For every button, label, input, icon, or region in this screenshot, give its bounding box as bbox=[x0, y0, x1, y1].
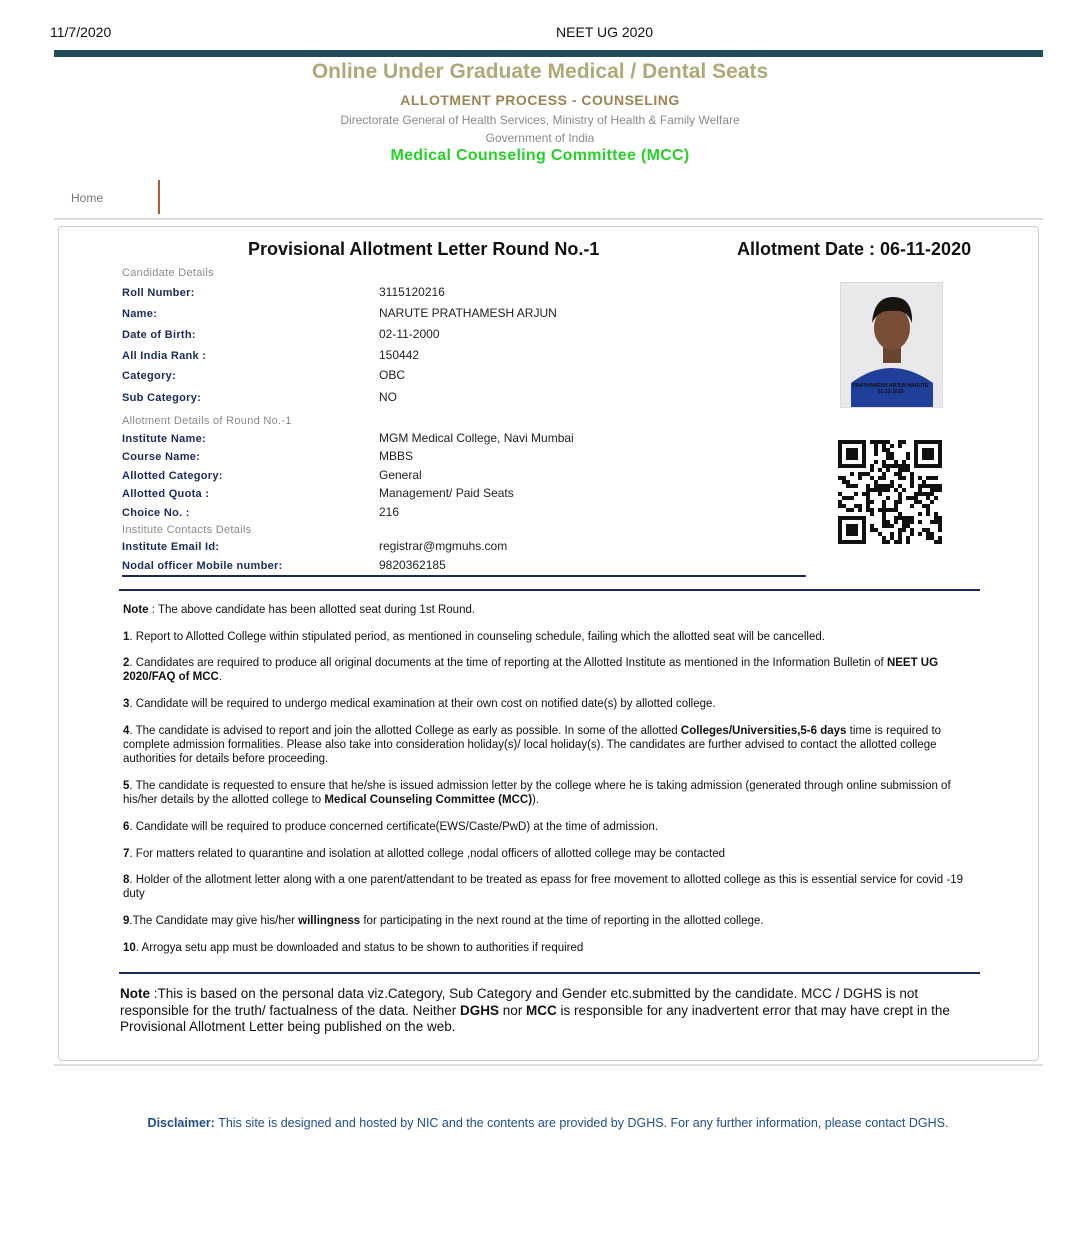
name-value: NARUTE PRATHAMESH ARJUN bbox=[379, 306, 557, 320]
choice-no-value: 216 bbox=[379, 505, 400, 519]
candidate-section-title: Candidate Details bbox=[122, 267, 214, 279]
photo-caption bbox=[841, 383, 940, 395]
allotment-section-title: Allotment Details of Round No.-1 bbox=[122, 415, 292, 427]
note-10: 10. Arrogya setu app must be downloaded and status to be shown to authorities if required bbox=[123, 942, 584, 954]
rank-label: All India Rank : bbox=[122, 350, 207, 362]
site-department: Directorate General of Health Services, Ministry of Health & Family Welfare bbox=[340, 113, 740, 127]
allotted-quota-label: Allotted Quota : bbox=[122, 488, 210, 500]
site-committee: Medical Counseling Committee (MCC) bbox=[390, 147, 690, 164]
print-title: NEET UG 2020 bbox=[556, 24, 654, 40]
institute-name-value: MGM Medical College, Navi Mumbai bbox=[379, 431, 574, 445]
dob-value: 02-11-2000 bbox=[379, 327, 440, 341]
institute-name-label: Institute Name: bbox=[122, 433, 206, 445]
allotted-category-label: Allotted Category: bbox=[122, 470, 223, 482]
data-disclaimer-note: Note :This is based on the personal data viz.Category, Sub Category and Gender etc.submitted by the candidate. MCC / DGHS is not responsible for the truth/ factualness of the data. Neither DGHS nor MCC is responsible for any inadvertent error that may have crept in the Provisional Allotment Letter being published on the web. bbox=[120, 986, 950, 1034]
category-value: OBC bbox=[379, 368, 406, 382]
site-title: Online Under Graduate Medical / Dental Seats bbox=[311, 60, 769, 83]
course-name-label: Course Name: bbox=[122, 451, 201, 463]
roll-number-value: 3115120216 bbox=[379, 285, 445, 299]
site-subtitle: ALLOTMENT PROCESS - COUNSELING bbox=[400, 92, 680, 108]
category-label: Category: bbox=[122, 370, 177, 382]
choice-no-label: Choice No. : bbox=[122, 507, 190, 519]
rank-value: 150442 bbox=[379, 348, 420, 362]
notes-top-rule bbox=[119, 589, 980, 591]
nodal-mobile-value: 9820362185 bbox=[379, 558, 446, 572]
institute-email-value: registrar@mgmuhs.com bbox=[379, 539, 508, 553]
subcategory-label: Sub Category: bbox=[122, 392, 202, 404]
nav-home-link[interactable]: Home bbox=[71, 191, 104, 205]
print-date: 11/7/2020 bbox=[50, 24, 112, 40]
roll-number-label: Roll Number: bbox=[122, 287, 195, 299]
note-3: 3. Candidate will be required to undergo medical examination at their own cost on notified date(s) by allotted college. bbox=[123, 698, 716, 710]
note-8: 8. Holder of the allotment letter along with a one parent/attendant to be treated as epass for free movement to allotted college as this is essential service for covid -19 duty bbox=[123, 874, 963, 900]
subcategory-value: NO bbox=[379, 390, 397, 404]
institute-email-label: Institute Email Id: bbox=[122, 541, 220, 553]
details-underline bbox=[122, 575, 806, 577]
header-bar bbox=[54, 50, 1043, 57]
nav-divider bbox=[158, 180, 160, 214]
note-7: 7. For matters related to quarantine and isolation at allotted college ,nodal officers of allotted college may be contacted bbox=[123, 848, 725, 860]
note-1: 1. Report to Allotted College within stipulated period, as mentioned in counseling schedule, failing which the allotted seat will be cancelled. bbox=[123, 631, 825, 643]
course-name-value: MBBS bbox=[379, 449, 414, 463]
allotted-category-value: General bbox=[379, 468, 422, 482]
allotment-date: Allotment Date : 06-11-2020 bbox=[737, 239, 972, 259]
photo-caption-name: PRATHAMESH ARJUN NARUTE bbox=[852, 383, 929, 389]
notes-bottom-rule bbox=[119, 972, 980, 974]
site-government: Government of India bbox=[485, 131, 595, 145]
contacts-section-title: Institute Contacts Details bbox=[122, 524, 252, 536]
qr-code bbox=[838, 440, 942, 544]
note-2: 2. Candidates are required to produce all original documents at the time of reporting at the Allotted Institute as mentioned in the Information Bulletin of NEET UG 2020/FAQ of MCC. bbox=[123, 657, 939, 683]
name-label: Name: bbox=[122, 308, 158, 320]
dob-label: Date of Birth: bbox=[122, 329, 196, 341]
note-5: 5. The candidate is requested to ensure that he/she is issued admission letter by the college where he is taking admission (generated through online submission of his/her details by the allotted college to Medical Counseling Committee (MCC)). bbox=[123, 780, 951, 806]
allotted-quota-value: Management/ Paid Seats bbox=[379, 486, 514, 500]
note-intro: Note : The above candidate has been allotted seat during 1st Round. bbox=[123, 604, 476, 616]
note-4: 4. The candidate is advised to report and join the allotted College as early as possible. In some of the allotted Colleges/Universities,5-6 days time is required to complete admission formalities. Please also take into consideration holiday(s)/ local holiday(s). The candidates are further advised to contact the allotted college authorities for details before proceeding. bbox=[123, 725, 942, 765]
nav-underline bbox=[54, 218, 1043, 220]
photo-caption-date: 01-12-2019 bbox=[877, 389, 904, 395]
note-9: 9.The Candidate may give his/her willingness for participating in the next round at the time of reporting in the allotted college. bbox=[123, 915, 764, 927]
letter-title: Provisional Allotment Letter Round No.-1 bbox=[248, 239, 600, 259]
site-disclaimer: Disclaimer: This site is designed and hosted by NIC and the contents are provided by DGHS. For any further information, please contact DGHS. bbox=[147, 1116, 949, 1130]
note-6: 6. Candidate will be required to produce concerned certificate(EWS/Caste/PwD) at the time of admission. bbox=[123, 821, 659, 833]
nodal-mobile-label: Nodal officer Mobile number: bbox=[122, 560, 283, 572]
footer-rule bbox=[54, 1064, 1043, 1066]
